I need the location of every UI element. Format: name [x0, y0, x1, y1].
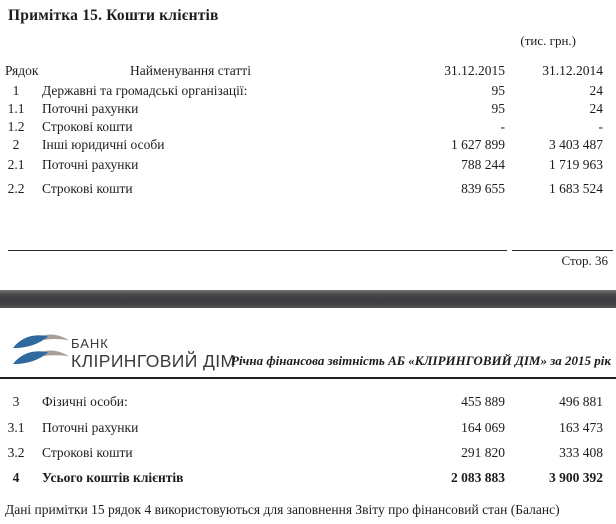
value-2014: 24 — [589, 101, 603, 116]
row-number: 4 — [12, 470, 20, 485]
value-2014: 3 403 487 — [549, 137, 603, 152]
value-2015: 788 244 — [461, 157, 505, 172]
value-2015: 164 069 — [461, 420, 505, 435]
value-2014: 333 408 — [559, 445, 603, 460]
value-2014: 24 — [589, 83, 603, 98]
row-name: Строкові кошти — [42, 445, 133, 460]
table-row — [0, 83, 616, 98]
value-2015: - — [500, 119, 505, 134]
table-row — [0, 420, 616, 435]
units-note: (тис. грн.) — [520, 33, 576, 48]
page-divider-bar — [0, 290, 616, 308]
table-row — [0, 445, 616, 460]
value-2014: 1 719 963 — [549, 157, 603, 172]
value-2015: 291 820 — [461, 445, 505, 460]
value-2015: 455 889 — [461, 394, 505, 409]
bank-logo — [12, 332, 70, 374]
row-name: Строкові кошти — [42, 181, 133, 196]
value-2015: 95 — [491, 101, 505, 116]
value-2014: 496 881 — [559, 394, 603, 409]
row-name: Поточні рахунки — [42, 101, 139, 116]
table-row — [0, 101, 616, 116]
letterhead-rule — [0, 377, 616, 379]
row-number: 1.2 — [7, 119, 25, 134]
value-2014: 3 900 392 — [549, 470, 603, 485]
row-number: 3.1 — [7, 420, 25, 435]
bank-logo-waves-icon — [12, 332, 70, 374]
header-row-number: Рядок — [5, 63, 39, 78]
row-number: 2 — [12, 137, 20, 152]
value-2015: 2 083 883 — [451, 470, 505, 485]
value-2015: 1 627 899 — [451, 137, 505, 152]
footnote: Дані примітки 15 рядок 4 використовуються для заповнення Звіту про фінансовий стан (Баланс) — [5, 502, 560, 517]
row-name: Строкові кошти — [42, 119, 133, 134]
report-title: Річна фінансова звітність АБ «КЛІРИНГОВИЙ ДІМ» за 2015 рік — [231, 353, 611, 368]
row-number: 3.2 — [7, 445, 25, 460]
row-number: 1.1 — [7, 101, 25, 116]
row-number: 2.2 — [7, 181, 25, 196]
row-number: 1 — [12, 83, 20, 98]
row-name: Усього коштів клієнтів — [42, 470, 184, 485]
row-name: Фізичні особи: — [42, 394, 128, 409]
bank-name-line1: БАНК — [71, 336, 109, 351]
bank-name-line2: КЛІРИНГОВИЙ ДІМ — [71, 351, 236, 371]
table-row — [0, 157, 616, 172]
footer-rule-left — [8, 250, 507, 251]
row-number: 3 — [12, 394, 20, 409]
row-name: Інші юридичні особи — [42, 137, 165, 152]
table-header-row — [0, 63, 616, 78]
row-number: 2.1 — [7, 157, 25, 172]
value-2015: 839 655 — [461, 181, 505, 196]
header-article-name: Найменування статті — [130, 63, 251, 78]
table-total-row — [0, 470, 616, 485]
row-name: Державні та громадські організації: — [42, 83, 248, 98]
value-2014: - — [598, 119, 603, 134]
table-row — [0, 181, 616, 196]
value-2015: 95 — [491, 83, 505, 98]
row-name: Поточні рахунки — [42, 157, 139, 172]
table-row — [0, 119, 616, 134]
bank-name — [71, 337, 236, 371]
footer-rule-right — [512, 250, 613, 251]
note-title: Примітка 15. Кошти клієнтів — [8, 7, 219, 24]
value-2014: 1 683 524 — [549, 181, 603, 196]
table-row — [0, 394, 616, 409]
page-number-label: Стор. 36 — [561, 253, 608, 268]
header-col-2014: 31.12.2014 — [542, 63, 603, 78]
table-row — [0, 137, 616, 152]
header-col-2015: 31.12.2015 — [444, 63, 505, 78]
value-2014: 163 473 — [559, 420, 603, 435]
row-name: Поточні рахунки — [42, 420, 139, 435]
